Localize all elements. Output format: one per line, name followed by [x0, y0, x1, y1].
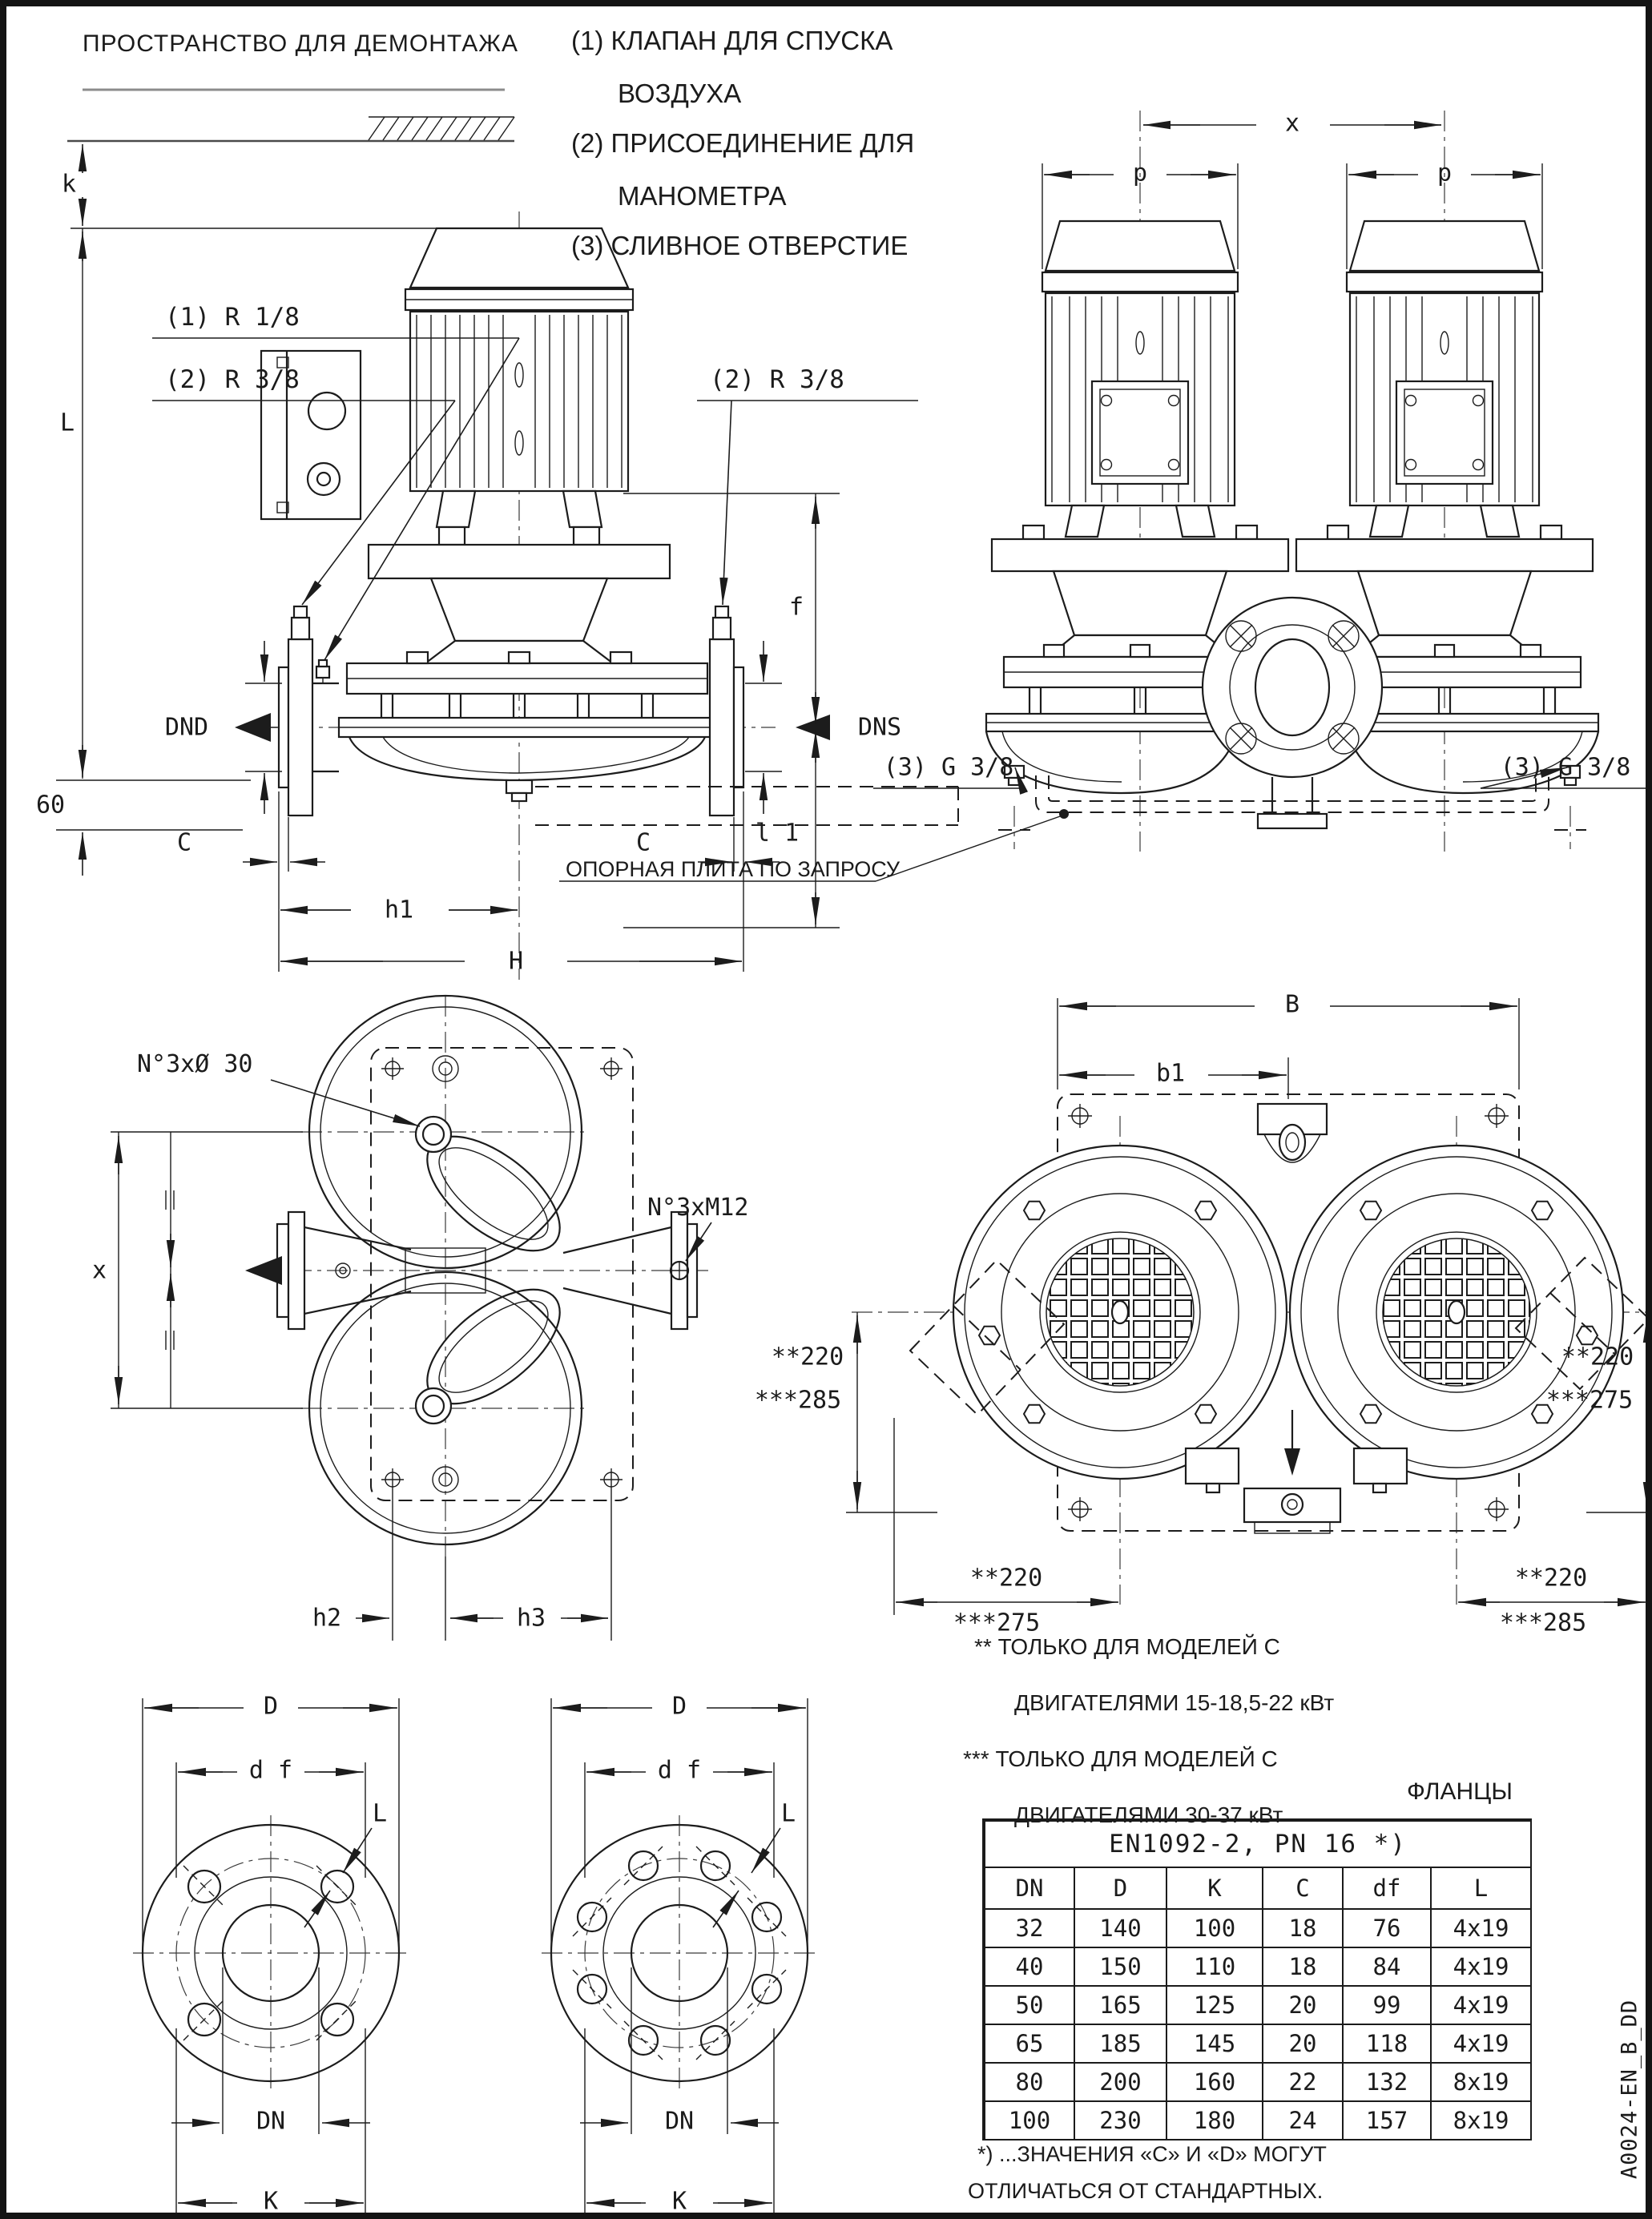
note-3star-line2: ДВИГАТЕЛЯМИ 30-37 кВт [1014, 1802, 1283, 1827]
flangeB-dim-D: D [671, 1692, 687, 1721]
motor [261, 228, 670, 578]
dim-label-f: f [788, 593, 804, 622]
twin-pump-fan-view [846, 998, 1650, 1615]
pump-top-view [111, 996, 711, 1641]
flange-table-columns [985, 1867, 1531, 1909]
dim-220-right: **220 [1561, 1343, 1634, 1371]
dim-label-x-top: x [91, 1256, 107, 1285]
hatch-strip [369, 117, 514, 140]
dim-275-bottom-left: ***275 [953, 1609, 1041, 1637]
document-code: A0024-EN_B_DD [1617, 1999, 1642, 2180]
dim-220-bottom-right: **220 [1514, 1564, 1588, 1593]
flangeA-dim-D: D [263, 1692, 279, 1721]
table-row: 40 150 110 18 84 4x19 [985, 1947, 1531, 1986]
legend-item-1b: ВОЗДУХА [618, 79, 742, 108]
callout-g38-right: (3) G 3/8 [1500, 753, 1631, 782]
flangeA-dim-K: K [263, 2187, 279, 2216]
table-footnote-line1: *) ...ЗНАЧЕНИЯ «С» И «D» МОГУТ [977, 2142, 1327, 2166]
flanges-section-title: ФЛАНЦЫ [1407, 1778, 1513, 1805]
flange-table-body [985, 1909, 1531, 2140]
fan-unit-right [1290, 1146, 1623, 1479]
dim-285-bottom-right: ***285 [1499, 1609, 1587, 1637]
table-row: 65 185 145 20 118 4x19 [985, 2024, 1531, 2063]
dismantling-title: ПРОСТРАНСТВО ДЛЯ ДЕМОНТАЖА [83, 30, 518, 57]
dim-285-left: ***285 [754, 1386, 842, 1415]
flangeB-dim-K: K [671, 2187, 687, 2216]
dim-label-L: L [59, 409, 75, 437]
dim-220-bottom-left: **220 [969, 1564, 1043, 1593]
dim-label-DND: DND [164, 713, 209, 742]
dim-label-C-left: C [176, 828, 192, 857]
table-row: 100 230 180 24 157 8x19 [985, 2101, 1531, 2140]
table-row: 32 140 100 18 76 4x19 [985, 1909, 1531, 1947]
flangeB-dim-df: d f [657, 1756, 702, 1785]
dim-label-C-right: C [635, 828, 651, 857]
column-header: L [1431, 1867, 1531, 1909]
dim-label-H: H [508, 947, 524, 976]
callout-r38-right: (2) R 3/8 [710, 365, 844, 394]
dim-label-b1: b1 [1155, 1059, 1186, 1088]
dim-label-60: 60 [35, 791, 66, 820]
pump-casing [279, 578, 958, 825]
column-header: df [1343, 1867, 1431, 1909]
dim-label-h1: h1 [384, 896, 414, 924]
flangeA-dim-L: L [372, 1799, 388, 1828]
discharge-flange [279, 606, 312, 816]
callout-r18: (1) R 1/8 [165, 303, 300, 332]
dim-label-B: B [1284, 990, 1300, 1019]
table-title: EN1092-2, PN 16 *) [985, 1821, 1531, 1867]
callout-holes-30: N°3xØ 30 [137, 1050, 253, 1078]
note-2star-line2: ДВИГАТЕЛЯМИ 15-18,5-22 кВт [1014, 1690, 1335, 1715]
fan-unit-left [953, 1146, 1287, 1479]
flangeB-dim-DN: DN [664, 2107, 695, 2136]
dim-label-DNS: DNS [857, 713, 902, 742]
flangeA-dim-df: d f [248, 1756, 293, 1785]
legend-item-3: (3) СЛИВНОЕ ОТВЕРСТИЕ [571, 231, 909, 260]
column-header: D [1074, 1867, 1166, 1909]
note-3star-line1: *** ТОЛЬКО ДЛЯ МОДЕЛЕЙ С [963, 1746, 1278, 1771]
column-header: DN [985, 1867, 1074, 1909]
dim-275-right: ***275 [1545, 1386, 1634, 1415]
dim-label-x-front: x [1284, 109, 1300, 138]
column-header: K [1166, 1867, 1263, 1909]
dim-220-left: **220 [771, 1343, 844, 1371]
legend-item-2: (2) ПРИСОЕДИНЕНИЕ ДЛЯ [571, 128, 915, 158]
table-row: 50 165 125 20 99 4x19 [985, 1986, 1531, 2024]
table-row: 80 200 160 22 132 8x19 [985, 2063, 1531, 2101]
table-footnote-line2: ОТЛИЧАТЬСЯ ОТ СТАНДАРТНЫХ. [968, 2179, 1324, 2203]
dim-label-l1: l 1 [755, 819, 800, 848]
dim-label-k: k [61, 170, 77, 199]
flangeA-dim-DN: DN [256, 2107, 286, 2136]
flangeB-dim-L: L [780, 1799, 796, 1828]
dim-label-h3: h3 [516, 1604, 546, 1633]
suction-flange [710, 606, 743, 816]
callout-g38-left: (3) G 3/8 [883, 753, 1014, 782]
column-header: C [1263, 1867, 1343, 1909]
top-view-dimensions [111, 1080, 711, 1641]
callout-holes-m12: N°3xM12 [647, 1194, 749, 1222]
dim-label-p-right: p [1436, 159, 1453, 187]
legend-item-2b: МАНОМЕТРА [618, 181, 787, 211]
support-plate-note: ОПОРНАЯ ПЛИТА ПО ЗАПРОСУ [566, 857, 901, 881]
flange-table [982, 1818, 1532, 2140]
callout-r38-left: (2) R 3/8 [165, 365, 300, 394]
legend-item-1: (1) КЛАПАН ДЛЯ СПУСКА [571, 26, 893, 55]
dim-label-p-left: p [1132, 159, 1148, 187]
dim-label-h2: h2 [312, 1604, 342, 1633]
twin-pump-casings [986, 571, 1598, 849]
note-2star-line1: ** ТОЛЬКО ДЛЯ МОДЕЛЕЙ С [974, 1634, 1280, 1659]
